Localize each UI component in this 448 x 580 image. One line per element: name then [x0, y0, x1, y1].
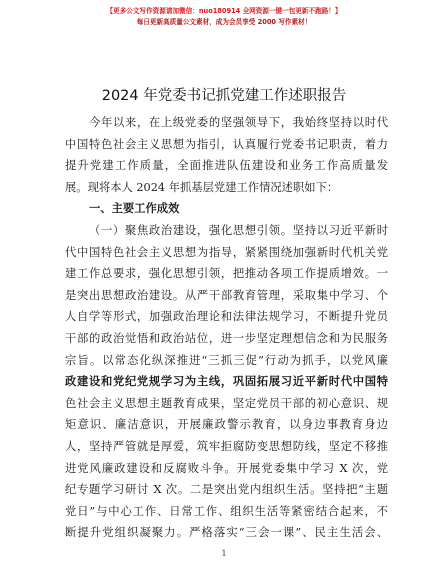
body-line: 矩意识、廉洁意识，开展廉政警示教育，以身边事教育身边 [65, 418, 388, 432]
section-heading: 一、主要工作成效 [89, 202, 180, 216]
body-line: 政建设和党纪党规学习为主线，巩固拓展习近平新时代中国特 [65, 374, 388, 389]
body-line: 人自学等形式，加强政治理论和法律法规学习，不断提升党员 [65, 310, 388, 324]
intro-line: 展。现将本人 2024 年抓基层党建工作情况述职如下： [65, 180, 339, 194]
body-line: 建工作总要求，强化思想引领，把推动各项工作提质增效。一 [65, 267, 388, 281]
promo-banner-line-1: 【更多公文写作资源请加微信：nuo180914 全网资源一键一包更新不跑路！】 [106, 7, 342, 15]
intro-line: 中国特色社会主义思想为指引，认真履行党委书记职责，着力 [65, 137, 388, 151]
body-line: 党日”与中心工作、日常工作、组织生活等紧密结合起来，不 [65, 504, 388, 518]
body-line: 代中国特色社会主义思想为指导，紧紧围绕加强新时代机关党 [65, 245, 388, 259]
body-line: 人，坚持严管就是厚爱，筑牢拒腐防变思想防线，坚定不移推 [65, 439, 388, 453]
body-line: 宗旨。以常态化纵深推进“三抓三促”行动为抓手，以党风廉 [65, 353, 388, 367]
document-title: 2024 年党委书记抓党建工作述职报告 [101, 88, 347, 104]
body-line: 断提升党组织凝聚力。严格落实“三会一课”、民主生活会、 [65, 526, 388, 540]
page-number: 1 [221, 549, 227, 558]
promo-banner-line-2: 每日更新高质量公文素材，成为会员享受 2000 写作素材！ [136, 18, 312, 26]
body-line: 是突出思想政治建设。从严干部教育管理，采取集中学习、个 [65, 288, 388, 302]
body-line: （一）聚焦政治建设，强化思想引领。坚持以习近平新时 [89, 223, 388, 237]
intro-line: 今年以来，在上级党委的坚强领导下，我始终坚持以时代 [89, 116, 388, 129]
body-line: 进党风廉政建设和反腐败斗争。开展党委集中学习 X 次，党 [65, 461, 388, 475]
document-body [65, 112, 388, 544]
body-line: 色社会主义思想主题教育成果，坚定党员干部的初心意识、规 [65, 396, 388, 410]
intro-line: 提升党建工作质量，全面推进队伍建设和业务工作高质量发 [65, 159, 388, 173]
body-line: 纪专题学习研讨 X 次。二是突出党内组织生活。坚持把“主题 [65, 483, 388, 497]
body-line: 干部的政治觉悟和政治站位，进一步坚定理想信念和为民服务 [65, 331, 388, 345]
